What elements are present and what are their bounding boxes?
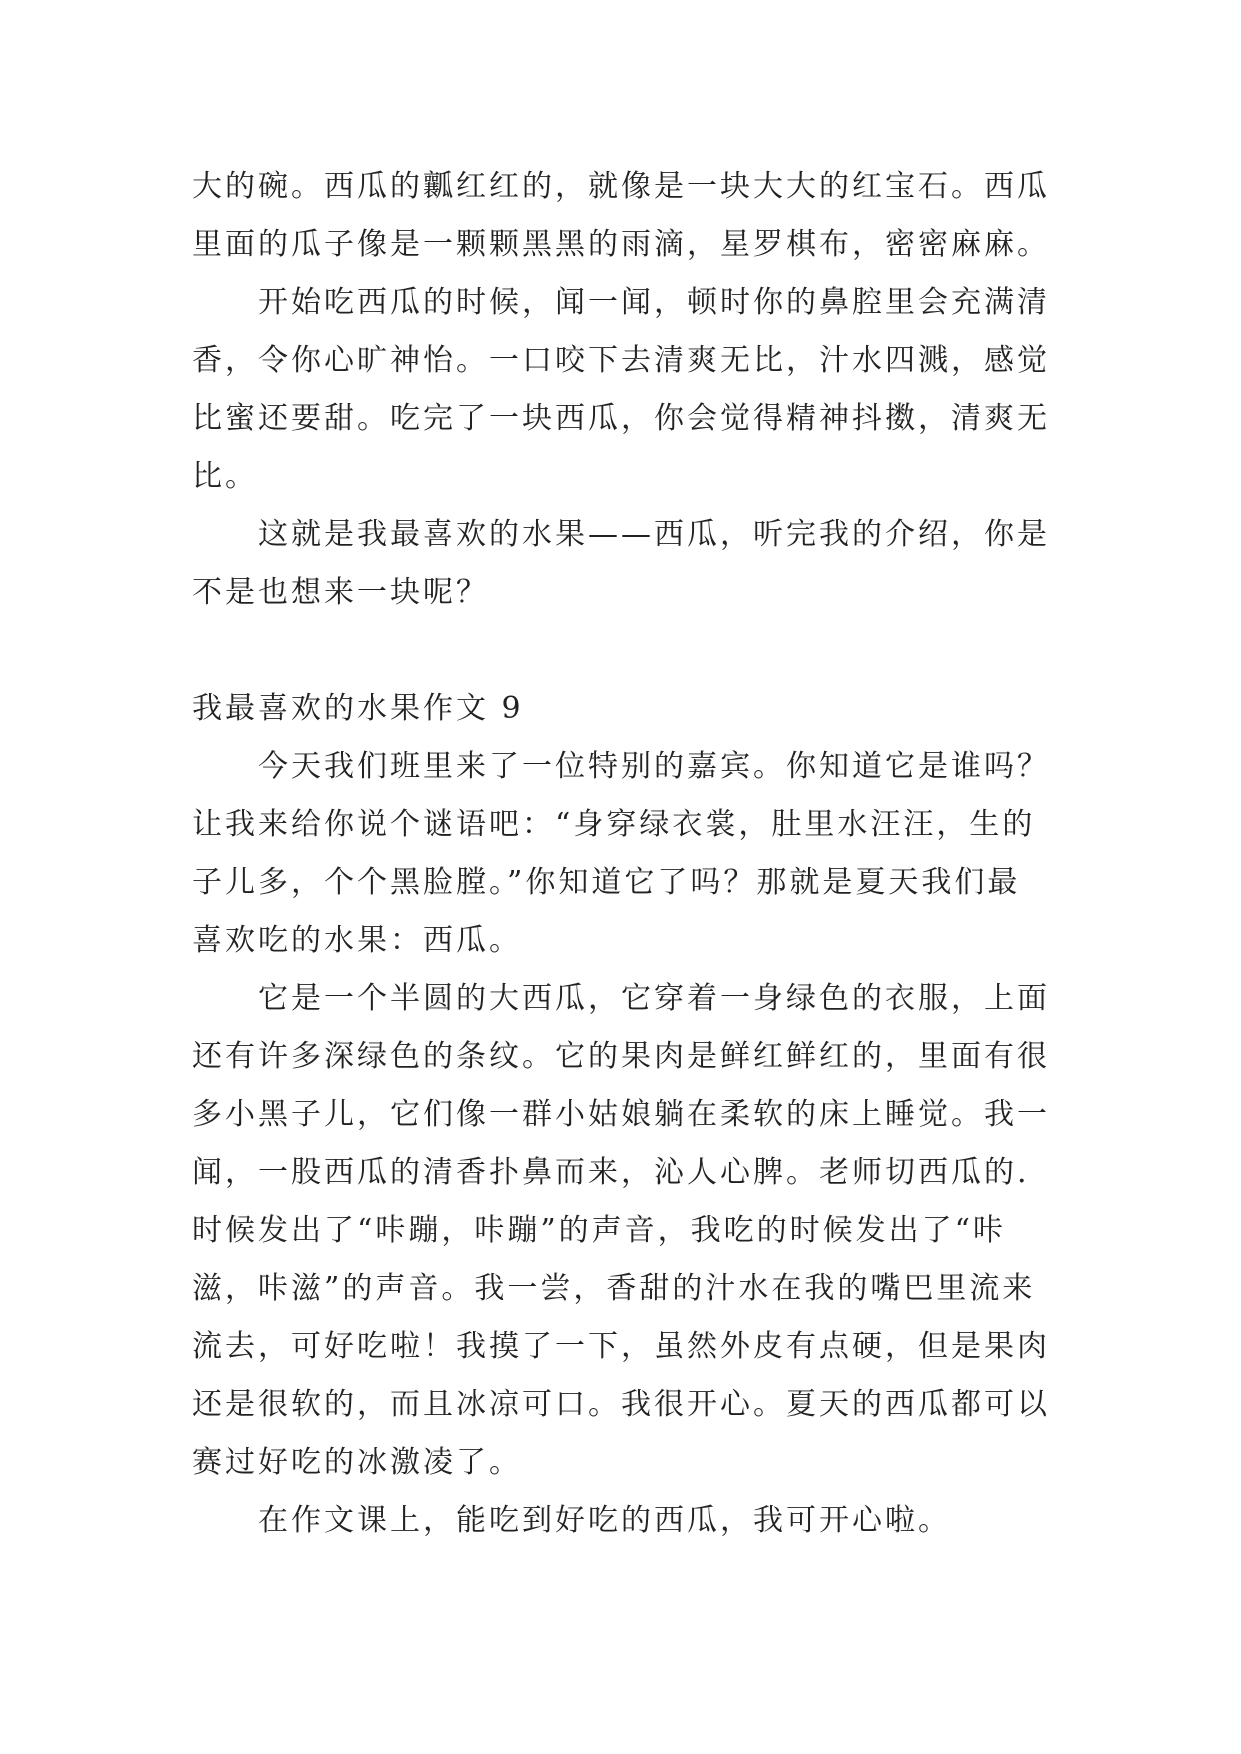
- paragraph-line: 大的碗。西瓜的瓤红红的，就像是一块大大的红宝石。西瓜: [192, 169, 1050, 204]
- paragraph-line: 赛过好吃的冰激凌了。: [192, 1445, 522, 1480]
- paragraph-line: 还是很软的，而且冰凉可口。我很开心。夏天的西瓜都可以: [192, 1387, 1050, 1422]
- paragraph-line: 流去，可好吃啦！我摸了一下，虽然外皮有点硬，但是果肉: [192, 1329, 1050, 1364]
- paragraph-line: 开始吃西瓜的时候，闻一闻，顿时你的鼻腔里会充满清: [258, 285, 1050, 320]
- paragraph-line: 香，令你心旷神怡。一口咬下去清爽无比，汁水四溅，感觉: [192, 343, 1050, 378]
- essay-continuation: [192, 158, 1092, 622]
- paragraph-line: 里面的瓜子像是一颗颗黑黑的雨滴，星罗棋布，密密麻麻。: [192, 227, 1050, 262]
- paragraph-line: 喜欢吃的水果：西瓜。: [192, 923, 522, 958]
- paragraph-line: 它是一个半圆的大西瓜，它穿着一身绿色的衣服，上面: [258, 981, 1050, 1016]
- paragraph-line: 时候发出了“咔蹦，咔蹦”的声音，我吃的时候发出了“咔: [192, 1213, 1007, 1248]
- paragraph-line: 子儿多，个个黑脸膛。”你知道它了吗？那就是夏天我们最: [192, 865, 1021, 900]
- paragraph-line: 多小黑子儿，它们像一群小姑娘躺在柔软的床上睡觉。我一: [192, 1097, 1050, 1132]
- paragraph-line: 滋，咔滋”的声音。我一尝，香甜的汁水在我的嘴巴里流来: [192, 1271, 1036, 1306]
- essay-title: 我最喜欢的水果作文 9: [192, 691, 524, 726]
- paragraph-line: 在作文课上，能吃到好吃的西瓜，我可开心啦。: [258, 1503, 951, 1538]
- paragraph-line: 闻，一股西瓜的清香扑鼻而来，沁人心脾。老师切西瓜的.: [192, 1155, 1030, 1190]
- paragraph-line: 比蜜还要甜。吃完了一块西瓜，你会觉得精神抖擞，清爽无: [192, 401, 1050, 436]
- paragraph-line: 还有许多深绿色的条纹。它的果肉是鲜红鲜红的，里面有很: [192, 1039, 1050, 1074]
- paragraph-line: 今天我们班里来了一位特别的嘉宾。你知道它是谁吗？: [258, 749, 1050, 784]
- essay-body: [192, 738, 1092, 1550]
- paragraph-line: 这就是我最喜欢的水果——西瓜，听完我的介绍，你是: [258, 517, 1050, 552]
- paragraph-line: 让我来给你说个谜语吧：“身穿绿衣裳，肚里水汪汪，生的: [192, 807, 1036, 842]
- paragraph-line: 比。: [192, 459, 258, 494]
- paragraph-line: 不是也想来一块呢？: [192, 575, 489, 610]
